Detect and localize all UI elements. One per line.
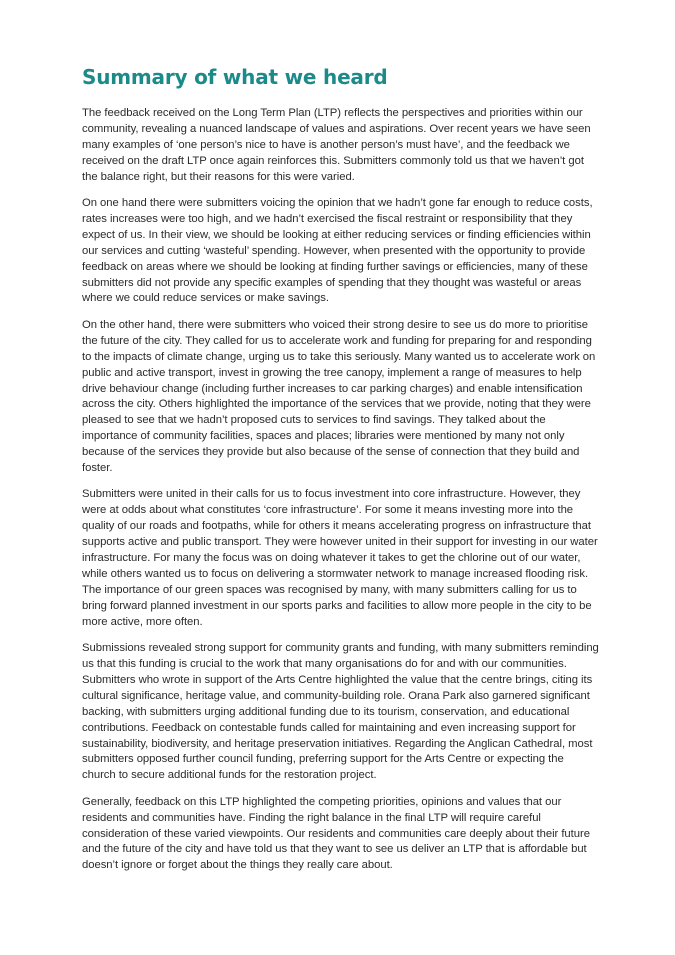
paragraph-conclusion: Generally, feedback on this LTP highlighted the competing priorities, opinions and values that our residents and communities have. Finding the right balance in the final LTP will require careful consideration of these varied viewpoints. Our residents and communities care deeply about their future and the future of the city and have told us that they want to see us deliver an LTP that is affordable but doesn’t ignore or forget about the things they really care about. bbox=[82, 795, 590, 872]
paragraph-reduce-costs: On one hand there were submitters voicing the opinion that we hadn’t gone far enough to reduce costs, rates increases were too high, and we hadn’t exercised the fiscal restraint or responsibility that they expect of us. In their view, we should be looking at either reducing services or finding efficiencies within our services and cutting ‘wasteful’ spending. However, when presented with the opportunity to provide feedback on areas where we should be looking at finding further savings or efficiencies, many of these submitters did not provide any specific examples of spending that they thought was wasteful or areas where we could reduce services or make savings. bbox=[82, 197, 593, 305]
paragraph-community-grants: Submissions revealed strong support for community grants and funding, with many submitters reminding us that this funding is crucial to the work that many organisations do for and with our communities. Submitters who wrote in support of the Arts Centre highlighted the value that the centre brings, citing its cultural significance, heritage value, and community-building role. Orana Park also garnered significant backing, with submitters urging additional funding due to its tourism, conservation, and educational contributions. Feedback on contestable funds called for maintaining and even increasing support for sustainability, biodiversity, and heritage preservation initiatives. Regarding the Anglican Cathedral, most submitters opposed further council funding, preferring support for the Arts Centre or expecting the church to secure additional funds for the restoration project. bbox=[82, 642, 599, 782]
paragraph-core-infrastructure: Submitters were united in their calls for us to focus investment into core infrastructure. However, they were at odds about what constitutes ‘core infrastructure’. For some it means investing more into the quality of our roads and footpaths, while for others it means accelerating progress on infrastructure that supports active and public transport. They were however united in their support for investing in our water infrastructure. For many the focus was on doing whatever it takes to get the chlorine out of our water, while others wanted us to focus on delivering a stormwater network to manage increased flooding risk. The importance of our green spaces was recognised by many, with many submitters calling for us to bring forward planned investment in our sports parks and facilities to allow more people in the city to be more active, more often. bbox=[82, 488, 598, 628]
paragraph-intro: The feedback received on the Long Term Plan (LTP) reflects the perspectives and priorities within our community, revealing a nuanced landscape of values and aspirations. Over recent years we have seen many examples of ‘one person’s nice to have is another person’s must have’, and the feedback we received on the draft LTP once again reinforces this. Submitters commonly told us that we haven’t got the balance right, but their reasons for this were varied. bbox=[82, 107, 591, 183]
page-title: Summary of what we heard bbox=[82, 65, 388, 89]
paragraph-prioritise-future: On the other hand, there were submitters who voiced their strong desire to see us do more to prioritise the future of the city. They called for us to accelerate work and funding for preparing for and responding to the impacts of climate change, urging us to take this seriously. Many wanted us to accelerate work on public and active transport, invest in growing the tree canopy, implement a range of measures to help drive behaviour change (including further increases to car parking charges) and enable intensification across the city. Others highlighted the importance of the services that we provide, noting that they were pleased to see that we hadn’t proposed cuts to services to find savings. They talked about the importance of community facilities, spaces and places; libraries were mentioned by many not only because of the services they provide but also because of the sense of connection that they build and foster. bbox=[82, 318, 596, 475]
